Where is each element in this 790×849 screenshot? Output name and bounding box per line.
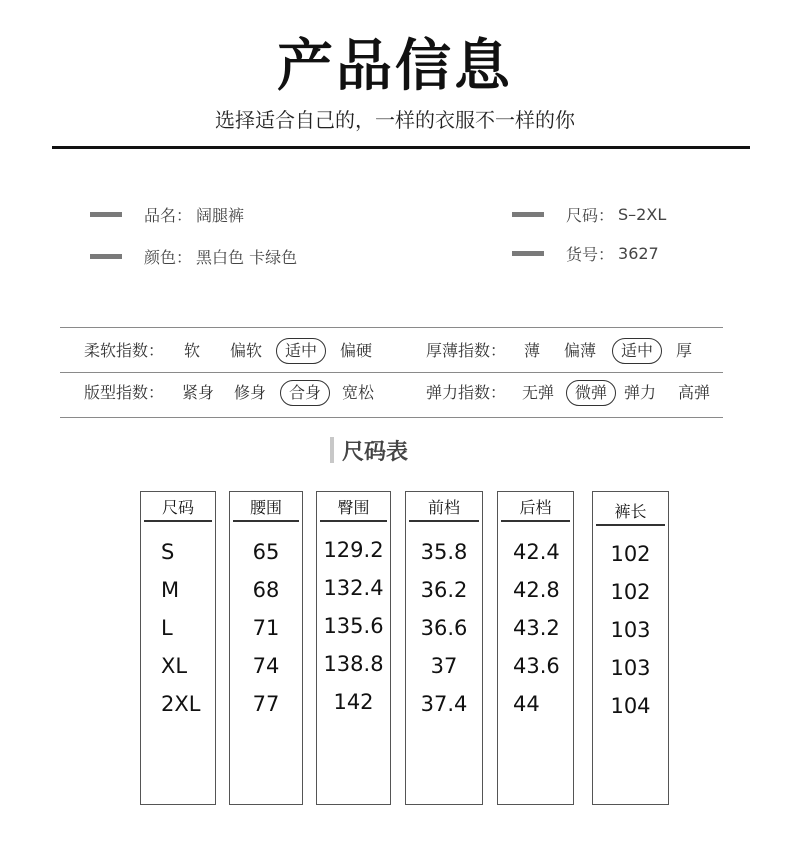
table-cell: 37 [430,654,458,678]
fit-option: 修身 [234,383,267,402]
info-value: 3627 [618,244,659,263]
table-cell: 77 [252,692,280,716]
page-subtitle: 选择适合自己的，一样的衣服不一样的你 [215,108,575,132]
table-cell: 36.2 [420,578,468,602]
table-cell: 74 [252,654,280,678]
info-product-name [90,203,244,226]
table-cell: XL [161,654,188,678]
thickness-label: 厚薄指数： [426,341,507,360]
index-row-2 [84,378,734,408]
table-cell: 103 [610,618,651,642]
table-cell: 102 [610,542,651,566]
info-label: 尺码： [566,206,615,225]
info-label: 颜色： [144,248,193,267]
size-table-title: 尺码表 [342,439,409,465]
table-cell: 65 [252,540,280,564]
table-cell: 37.4 [420,692,468,716]
index-divider [60,327,723,328]
table-cell: 138.8 [323,652,384,676]
index-divider [60,417,723,418]
bullet-dash-icon [512,251,544,256]
size-column [140,491,216,805]
stretch-option: 无弹 [522,383,555,402]
index-divider [60,372,723,373]
front-rise-column [405,491,483,805]
table-cell: 43.6 [513,654,560,678]
info-size-range [512,203,666,226]
table-cell: 44 [513,692,540,716]
table-cell: M [161,578,180,602]
column-header: 裤长 [596,500,665,526]
info-label: 品名： [144,206,193,225]
bullet-dash-icon [90,254,122,259]
info-color [90,245,297,268]
table-cell: L [161,616,173,640]
info-value: 黑白色 卡绿色 [196,248,298,267]
bullet-dash-icon [512,212,544,217]
table-cell: 132.4 [323,576,384,600]
index-row-1 [84,336,734,366]
heading-bar-icon [330,437,334,463]
table-cell: 42.8 [513,578,560,602]
info-item-number [512,242,659,265]
fit-option: 紧身 [182,383,215,402]
thickness-option: 厚 [676,341,693,360]
table-cell: S [161,540,175,564]
back-rise-column [497,491,574,805]
table-cell: 104 [610,694,651,718]
fit-option-selected: 合身 [280,380,330,406]
table-cell: 129.2 [323,538,384,562]
info-value: 阔腿裤 [196,206,245,225]
table-cell: 2XL [161,692,201,716]
stretch-option-selected: 微弹 [566,380,616,406]
table-cell: 68 [252,578,280,602]
column-header: 后档 [501,496,570,522]
length-column [592,491,669,805]
size-table-heading [330,436,408,464]
column-header: 尺码 [144,496,212,522]
stretch-option: 弹力 [624,383,657,402]
fit-option: 宽松 [342,383,375,402]
softness-option: 偏硬 [340,341,373,360]
info-value: S–2XL [618,205,667,224]
table-cell: 71 [252,616,280,640]
softness-option: 软 [184,341,201,360]
fit-label: 版型指数： [84,383,165,402]
stretch-option: 高弹 [678,383,711,402]
hip-column [316,491,391,805]
softness-label: 柔软指数： [84,341,165,360]
stretch-label: 弹力指数： [426,383,507,402]
page-title: 产品信息 [277,34,513,99]
softness-option-selected: 适中 [276,338,326,364]
column-header: 臀围 [320,496,387,522]
table-cell: 135.6 [323,614,384,638]
softness-option: 偏软 [230,341,263,360]
table-cell: 43.2 [513,616,560,640]
table-cell: 35.8 [420,540,468,564]
table-cell: 103 [610,656,651,680]
waist-column [229,491,303,805]
column-header: 前档 [409,496,479,522]
thickness-option-selected: 适中 [612,338,662,364]
title-divider [52,146,750,149]
table-cell: 36.6 [420,616,468,640]
thickness-option: 薄 [524,341,541,360]
info-label: 货号： [566,245,615,264]
table-cell: 102 [610,580,651,604]
table-cell: 42.4 [513,540,560,564]
table-cell: 142 [333,690,374,714]
thickness-option: 偏薄 [564,341,597,360]
column-header: 腰围 [233,496,299,522]
bullet-dash-icon [90,212,122,217]
